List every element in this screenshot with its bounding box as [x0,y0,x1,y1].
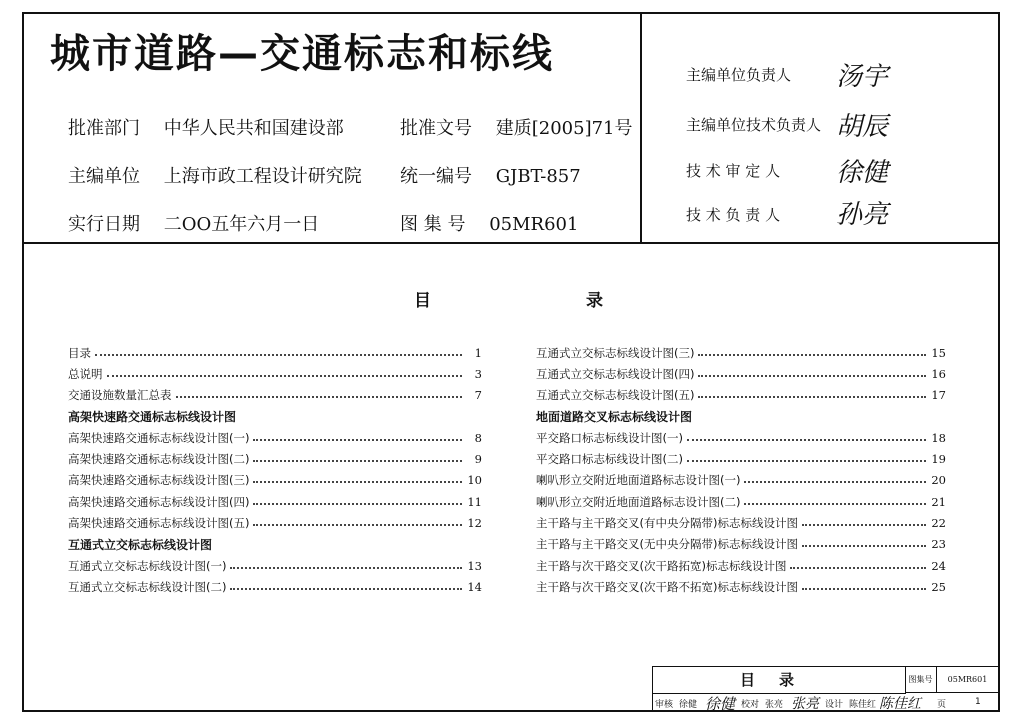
toc-entry-page: 8 [464,431,482,445]
toc-entry-page: 9 [464,452,482,466]
toc-entry-label: 地面道路交叉标志标线设计图 [536,410,693,425]
toc-leader-dots [687,460,926,462]
toc-entry-label: 互通式立交标志标线设计图(三) [536,345,695,360]
toc-entry [68,576,482,597]
toc-entry-label: 互通式立交标志标线设计图(四) [536,366,695,381]
toc-leader-dots [744,481,926,483]
toc-entry [536,512,946,533]
toc-entry-page: 7 [464,388,482,402]
approval-no-value: 建质[2005]71号 [495,118,633,139]
toc-heading-left: 目 [414,291,431,311]
toc-entry [536,576,946,597]
approving-dept [68,114,344,140]
approval-no [400,114,633,140]
toc-leader-dots [253,439,462,441]
page-title: 城市道路—交通标志和标线 [50,31,554,77]
toc-leader-dots [107,375,463,377]
designer-signature: 陈佳红 [879,696,921,712]
atlas-no [400,210,578,236]
checker-name: 张亮 [765,700,784,710]
toc-leader-dots [802,545,926,547]
signature-2: 胡辰 [836,112,889,142]
toc-entry-page: 24 [928,559,946,573]
toc-leader-dots [230,588,462,590]
toc-entry-label: 高架快速路交通标志标线设计图(四) [68,494,250,509]
toc-entry [68,342,482,363]
atlas-no-value: 05MR601 [489,214,579,235]
toc-entry-label: 主干路与次干路交叉(次干路拓宽)标志标线设计图 [536,558,787,573]
atlas-no-label: 图 集 号 [400,214,466,235]
title-block-footer [653,693,999,713]
toc-heading-right: 录 [586,291,603,311]
toc-entry-label: 交通设施数量汇总表 [68,388,172,403]
toc-leader-dots [790,567,926,569]
toc-entry [536,491,946,512]
toc-leader-dots [687,439,926,441]
toc-entry-page: 1 [464,346,482,360]
toc-entry-page: 3 [464,367,482,381]
title-block-title: 目录 [653,667,906,694]
reviewer-signature: 徐健 [705,695,736,713]
toc-section-heading [68,406,482,427]
toc-entry [68,427,482,448]
toc-entry-page: 14 [464,580,482,594]
toc-entry-label: 互通式立交标志标线设计图(一) [68,558,227,573]
toc-entry-label: 高架快速路交通标志标线设计图(三) [68,473,250,488]
toc-entry-label: 高架快速路交通标志标线设计图(五) [68,516,250,531]
toc-entry-label: 喇叭形立交附近地面道路标志设计图(一) [536,473,741,488]
toc-section-heading [68,534,482,555]
toc-entry [536,342,946,363]
effective-date-value: 二OO五年六月一日 [163,214,320,235]
toc-entry-page: 18 [928,431,946,445]
toc-right-column [536,342,946,598]
page-label: 页 [937,700,947,710]
approving-dept-label: 批准部门 [68,118,140,139]
sig-role-4: 技 术 负 责 人 [686,206,781,224]
toc-leader-dots [230,567,462,569]
toc-entry-page: 23 [928,537,946,551]
toc-entry-label: 喇叭形立交附近地面道路标志设计图(二) [536,494,741,509]
toc-entry-label: 主干路与次干路交叉(次干路不拓宽)标志标线设计图 [536,579,798,594]
toc-leader-dots [253,503,462,505]
checker-label: 校对 [741,700,760,710]
toc-section-heading [536,406,946,427]
toc-entry-page: 21 [928,495,946,509]
signature-4: 孙亮 [836,200,889,230]
unified-no-label: 统一编号 [400,166,472,187]
toc-entry-label: 主干路与主干路交叉(有中央分隔带)标志标线设计图 [536,516,798,531]
toc-entry-label: 总说明 [68,366,103,381]
toc-leader-dots [253,481,462,483]
toc-left-column [68,342,482,598]
editor-unit-value: 上海市政工程设计研究院 [163,166,362,187]
toc-leader-dots [253,524,462,526]
toc-leader-dots [253,460,462,462]
toc-entry-label: 高架快速路交通标志标线设计图(二) [68,452,250,467]
toc-entry [68,491,482,512]
effective-date [68,210,319,236]
toc-entry-label: 平交路口标志标线设计图(二) [536,452,683,467]
toc-entry-label: 互通式立交标志标线设计图 [68,537,213,552]
toc-entry [536,427,946,448]
atlas-label-cell: 图集号 [905,667,937,693]
toc-leader-dots [698,354,926,356]
signature-3: 徐健 [836,158,889,188]
page-value: 1 [975,697,981,707]
effective-date-label: 实行日期 [68,214,140,235]
editor-unit [68,162,362,188]
toc-entry [68,448,482,469]
toc-leader-dots [176,396,463,398]
toc-entry [536,363,946,384]
toc-entry-label: 互通式立交标志标线设计图(二) [68,579,227,594]
toc-entry-label: 高架快速路交通标志标线设计图 [68,410,237,425]
toc-leader-dots [95,354,462,356]
toc-entry-page: 19 [928,452,946,466]
toc-entry [536,470,946,491]
approval-no-label: 批准文号 [400,118,472,139]
toc-leader-dots [802,588,926,590]
toc-entry [68,555,482,576]
toc-entry-page: 15 [928,346,946,360]
toc-entry-page: 12 [464,516,482,530]
toc-entry [68,363,482,384]
toc-leader-dots [802,524,926,526]
toc-entry-label: 互通式立交标志标线设计图(五) [536,388,695,403]
toc-entry [536,448,946,469]
toc-entry [68,512,482,533]
toc-entry [68,470,482,491]
atlas-value-cell: 05MR601 [937,667,999,693]
toc-leader-dots [698,396,926,398]
signature-1: 汤宇 [836,62,889,92]
toc-leader-dots [744,503,926,505]
unified-no-value: GJBT-857 [495,166,581,187]
toc-entry [68,385,482,406]
toc-entry-page: 10 [464,473,482,487]
toc-entry-label: 高架快速路交通标志标线设计图(一) [68,430,250,445]
checker-signature: 张亮 [791,696,819,712]
reviewer-name: 徐健 [679,700,698,710]
header-divider [24,242,998,244]
toc-entry [536,534,946,555]
toc-entry-label: 主干路与主干路交叉(无中央分隔带)标志标线设计图 [536,537,798,552]
toc-entry-label: 平交路口标志标线设计图(一) [536,430,683,445]
toc-entry [536,555,946,576]
toc-entry-page: 20 [928,473,946,487]
toc-entry-page: 13 [464,559,482,573]
toc-entry-page: 22 [928,516,946,530]
approving-dept-value: 中华人民共和国建设部 [163,118,344,139]
toc-entry [536,385,946,406]
sig-role-1: 主编单位负责人 [686,66,792,84]
toc-entry-page: 25 [928,580,946,594]
toc-entry-page: 17 [928,388,946,402]
toc-entry-label: 目录 [68,345,91,360]
unified-no [400,162,581,188]
toc-leader-dots [698,375,926,377]
editor-unit-label: 主编单位 [68,166,140,187]
toc-entry-page: 16 [928,367,946,381]
title-block [652,666,998,712]
designer-label: 设计 [825,700,844,710]
reviewer-label: 审核 [655,700,674,710]
sig-role-2: 主编单位技术负责人 [686,116,822,134]
sig-role-3: 技 术 审 定 人 [686,162,781,180]
designer-name: 陈佳红 [849,700,877,710]
toc-entry-page: 11 [464,495,482,509]
